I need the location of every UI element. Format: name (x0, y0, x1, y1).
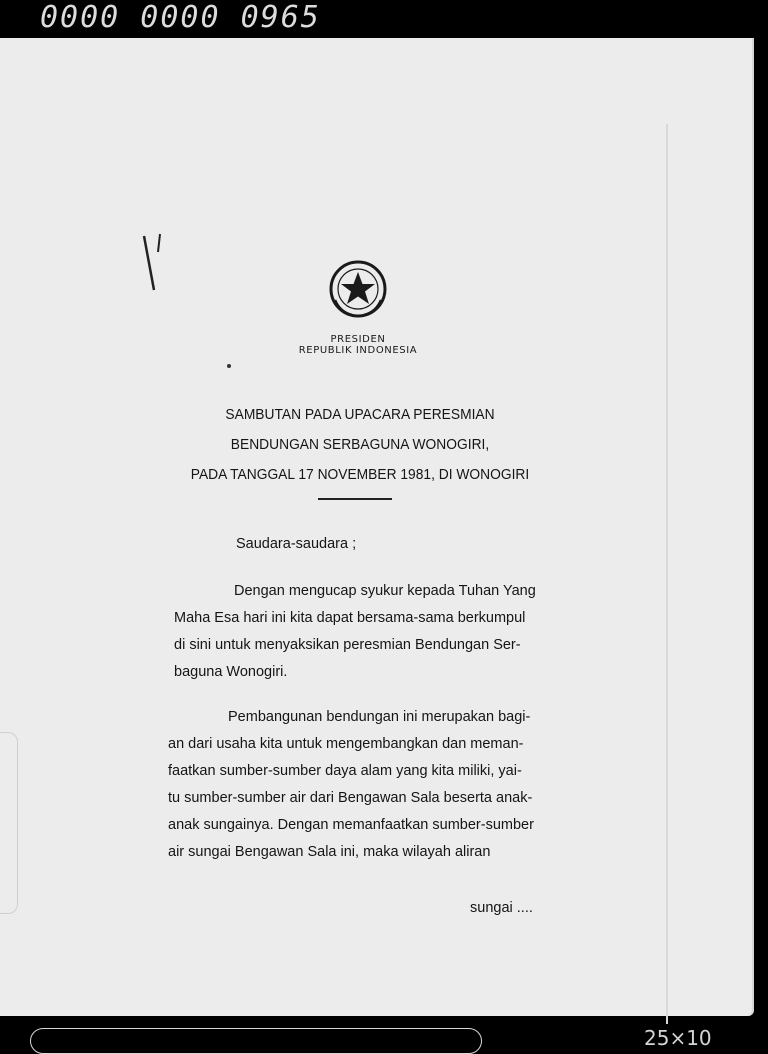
paragraph-2-line: an dari usaha kita untuk mengembangkan dan meman- (168, 736, 524, 752)
page-continuation: sungai .... (470, 900, 533, 916)
paragraph-1 (174, 578, 536, 686)
document-page (0, 38, 754, 1050)
paragraph-2 (168, 704, 534, 866)
paragraph-1-line: Dengan mengucap syukur kepada Tuhan Yang (234, 583, 536, 599)
title-underline (318, 498, 392, 500)
handwritten-mark (142, 232, 164, 294)
letterhead-line-2: REPUBLIK INDONESIA (298, 345, 418, 356)
paragraph-2-line: anak sungainya. Dengan memanfaatkan sumber-sumber (168, 817, 534, 833)
ink-dot (227, 364, 231, 368)
paragraph-2-line: air sungai Bengawan Sala ini, maka wilayah aliran (168, 844, 491, 860)
speech-title (176, 400, 544, 490)
garuda-star-emblem-icon (326, 260, 390, 320)
paragraph-2-line: faatkan sumber-sumber daya alam yang kita miliki, yai- (168, 763, 522, 779)
title-line-3: PADA TANGGAL 17 NOVEMBER 1981, DI WONOGIRI (190, 466, 530, 483)
paragraph-1-line: di sini untuk menyaksikan peresmian Bendungan Ser- (174, 637, 521, 653)
paragraph-1-line: baguna Wonogiri. (174, 664, 288, 680)
paragraph-2-line: tu sumber-sumber air dari Bengawan Sala beserta anak- (168, 790, 533, 806)
paragraph-1-line: Maha Esa hari ini kita dapat bersama-sama berkumpul (174, 610, 526, 626)
page-edge-line (666, 124, 668, 1024)
letterhead-office (258, 334, 458, 356)
film-frame-number: 0000 0000 0965 (40, 0, 321, 35)
salutation: Saudara-saudara ; (236, 536, 357, 552)
title-line-2: BENDUNGAN SERBAGUNA WONOGIRI, (230, 436, 490, 453)
title-line-1: SAMBUTAN PADA UPACARA PERESMIAN (225, 406, 495, 423)
corner-mark: 25×10 (644, 1026, 712, 1050)
bottom-edge-mark (30, 1028, 482, 1054)
letterhead-line-1: PRESIDEN (330, 334, 386, 345)
left-binding-mark (0, 732, 18, 914)
paragraph-2-line: Pembangunan bendungan ini merupakan bagi- (228, 709, 531, 725)
